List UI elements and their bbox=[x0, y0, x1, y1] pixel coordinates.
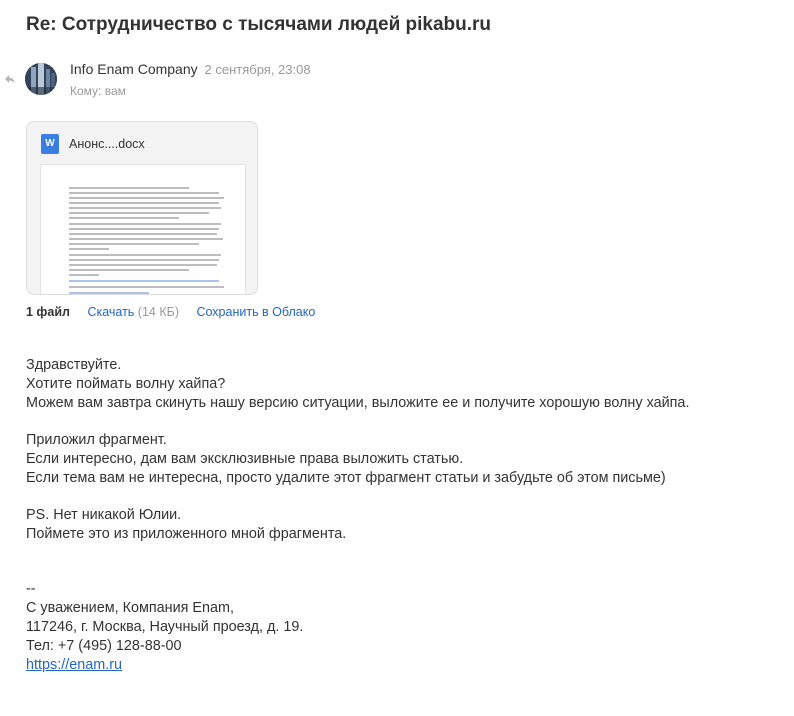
signature-address: 117246, г. Москва, Научный проезд, д. 19. bbox=[26, 619, 304, 635]
signature-separator: -- bbox=[26, 581, 36, 597]
body-line: Если тема вам не интересна, просто удалите этот фрагмент статьи и забудьте об этом письме) bbox=[26, 470, 666, 486]
message-date: 2 сентября, 23:08 bbox=[204, 62, 311, 77]
body-line: Хотите поймать волну хайпа? bbox=[26, 376, 226, 392]
attachment-file-name[interactable]: Анонс....docx bbox=[69, 137, 145, 151]
body-line: Можем вам завтра скинуть нашу версию ситуации, выложите ее и получите хорошую волну хайпа. bbox=[26, 395, 690, 411]
body-line: Здравствуйте. bbox=[26, 357, 122, 373]
sender-line bbox=[70, 61, 311, 77]
body-line: Если интересно, дам вам эксклюзивные права выложить статью. bbox=[26, 451, 464, 467]
message-subject: Re: Сотрудничество с тысячами людей pikabu.ru bbox=[26, 14, 492, 35]
document-preview[interactable] bbox=[40, 164, 246, 295]
body-line: PS. Нет никакой Юлии. bbox=[26, 507, 182, 523]
files-count: 1 файл bbox=[26, 305, 70, 319]
file-size: (14 КБ) bbox=[137, 305, 179, 319]
attachment-bar bbox=[26, 305, 315, 319]
reply-icon[interactable] bbox=[4, 73, 16, 85]
signature-phone: Тел: +7 (495) 128-88-00 bbox=[26, 638, 182, 654]
website-link[interactable]: https://enam.ru bbox=[26, 657, 122, 673]
message-body bbox=[26, 356, 689, 675]
body-line: Приложил фрагмент. bbox=[26, 432, 167, 448]
body-line: Поймете это из приложенного мной фрагмента. bbox=[26, 526, 347, 542]
save-to-cloud-link[interactable]: Сохранить в Облако bbox=[196, 305, 316, 319]
avatar[interactable] bbox=[25, 63, 57, 95]
attachment-card[interactable] bbox=[26, 121, 258, 295]
word-file-icon: W bbox=[41, 134, 59, 154]
recipient-line: Кому: вам bbox=[70, 84, 126, 98]
download-link[interactable]: Скачать bbox=[87, 305, 135, 319]
signature-company: С уважением, Компания Enam, bbox=[26, 600, 235, 616]
sender-name[interactable]: Info Enam Company bbox=[70, 61, 198, 77]
